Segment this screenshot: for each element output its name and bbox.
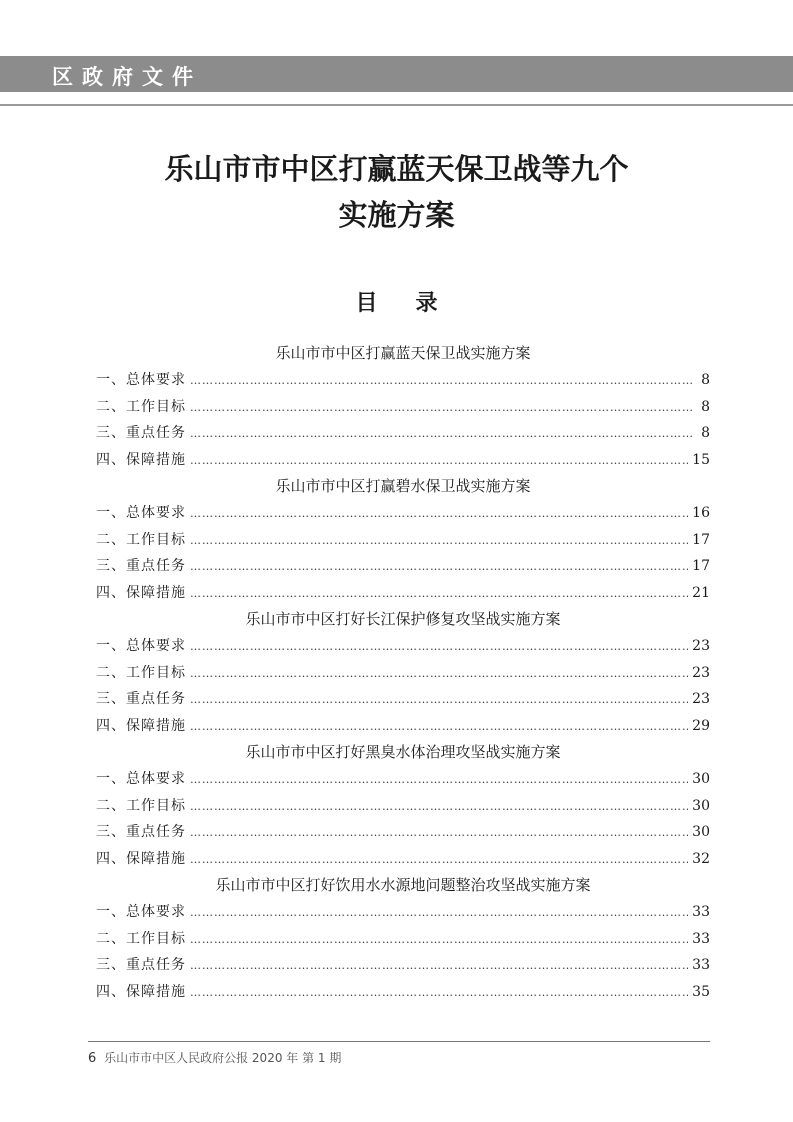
toc-entry-page: 17	[692, 531, 710, 548]
toc-entry-page: 29	[692, 717, 710, 734]
toc-entry-page: 35	[692, 983, 710, 1000]
toc-dot-leader	[190, 634, 688, 661]
toc-entry-label: 一、总体要求	[96, 505, 186, 521]
toc-entry	[96, 846, 710, 873]
toc-dot-leader	[190, 714, 688, 741]
toc-dot-leader	[190, 554, 688, 581]
toc-entry-page: 33	[692, 957, 710, 973]
toc-dot-leader	[190, 528, 688, 555]
toc-entry-label: 二、工作目标	[96, 797, 186, 814]
toc-entry	[96, 686, 710, 713]
document-title	[0, 146, 793, 238]
toc-heading: 目录	[355, 290, 476, 316]
toc-entry-page: 8	[701, 372, 710, 388]
toc-entry-page: 15	[692, 451, 710, 468]
toc-entry-label: 三、重点任务	[96, 425, 186, 441]
toc-entry	[96, 713, 710, 740]
toc-entry	[96, 447, 710, 474]
document-title-line-1: 乐山市市中区打赢蓝天保卫战等九个	[164, 152, 629, 186]
toc-entry-label: 一、总体要求	[96, 638, 186, 654]
toc-entry	[96, 766, 710, 793]
toc-entry-page: 21	[692, 584, 710, 601]
toc-entry-page: 23	[692, 691, 710, 707]
toc-dot-leader	[190, 820, 688, 847]
toc-entry	[96, 500, 710, 527]
toc-entry	[96, 952, 710, 979]
document-title-line-2: 实施方案	[338, 198, 455, 232]
toc-dot-leader	[190, 368, 692, 395]
toc-entry-page: 17	[692, 558, 710, 574]
toc-entry	[96, 926, 710, 953]
toc-entry-label: 三、重点任务	[96, 824, 186, 840]
toc-entry-label: 二、工作目标	[96, 531, 186, 548]
toc-entry	[96, 660, 710, 687]
toc-entry	[96, 553, 710, 580]
toc-entry-label: 三、重点任务	[96, 957, 186, 973]
banner-title: 区政府文件	[52, 65, 202, 89]
toc-dot-leader	[190, 581, 688, 608]
header-banner	[0, 56, 793, 92]
toc-dot-leader	[190, 448, 688, 475]
toc-entry-label: 四、保障措施	[96, 584, 186, 601]
toc-entry-label: 四、保障措施	[96, 850, 186, 867]
toc-entry	[96, 527, 710, 554]
toc-entry-label: 三、重点任务	[96, 558, 186, 574]
toc-entry	[96, 979, 710, 1006]
toc-entry-label: 一、总体要求	[96, 904, 186, 920]
toc-entry-page: 16	[692, 505, 710, 521]
footer-page-number: 6	[88, 1051, 97, 1066]
header-rule	[0, 104, 793, 106]
page-footer	[88, 1049, 341, 1066]
toc-entry-page: 33	[692, 904, 710, 920]
toc-entry-page: 32	[692, 850, 710, 867]
toc-entry-page: 30	[692, 771, 710, 787]
table-of-contents	[96, 340, 710, 1005]
toc-entry-page: 33	[692, 930, 710, 947]
toc-entry-page: 30	[692, 797, 710, 814]
toc-entry-label: 二、工作目标	[96, 930, 186, 947]
toc-dot-leader	[190, 794, 688, 821]
toc-entry	[96, 633, 710, 660]
footer-publication: 乐山市市中区人民政府公报 2020 年 第 1 期	[104, 1051, 342, 1065]
toc-entry-label: 二、工作目标	[96, 664, 186, 681]
toc-entry-page: 8	[701, 398, 710, 415]
toc-entry-page: 8	[701, 425, 710, 441]
toc-section-title: 乐山市市中区打好饮用水水源地问题整治攻坚战实施方案	[215, 876, 591, 894]
toc-entry-label: 四、保障措施	[96, 717, 186, 734]
toc-dot-leader	[190, 395, 692, 422]
toc-entry-label: 二、工作目标	[96, 398, 186, 415]
toc-entry	[96, 580, 710, 607]
toc-entry	[96, 420, 710, 447]
toc-section-title: 乐山市市中区打好黑臭水体治理攻坚战实施方案	[245, 743, 561, 761]
toc-entry-page: 23	[692, 638, 710, 654]
toc-entry	[96, 899, 710, 926]
toc-dot-leader	[190, 501, 688, 528]
toc-dot-leader	[190, 927, 688, 954]
toc-entry-label: 一、总体要求	[96, 372, 186, 388]
toc-dot-leader	[190, 661, 688, 688]
toc-dot-leader	[190, 953, 688, 980]
toc-entry	[96, 819, 710, 846]
toc-entry-label: 四、保障措施	[96, 983, 186, 1000]
toc-dot-leader	[190, 900, 688, 927]
toc-entry	[96, 793, 710, 820]
toc-entry-page: 30	[692, 824, 710, 840]
toc-dot-leader	[190, 980, 688, 1007]
toc-entry	[96, 367, 710, 394]
toc-dot-leader	[190, 687, 688, 714]
toc-section-title: 乐山市市中区打好长江保护修复攻坚战实施方案	[245, 610, 561, 628]
toc-section-title: 乐山市市中区打赢碧水保卫战实施方案	[275, 477, 531, 495]
toc-entry-label: 四、保障措施	[96, 451, 186, 468]
toc-section-title: 乐山市市中区打赢蓝天保卫战实施方案	[275, 344, 531, 362]
toc-dot-leader	[190, 847, 688, 874]
toc-entry-label: 一、总体要求	[96, 771, 186, 787]
footer-rule	[88, 1041, 710, 1042]
toc-entry	[96, 394, 710, 421]
toc-dot-leader	[190, 421, 692, 448]
toc-entry-label: 三、重点任务	[96, 691, 186, 707]
toc-dot-leader	[190, 767, 688, 794]
toc-entry-page: 23	[692, 664, 710, 681]
